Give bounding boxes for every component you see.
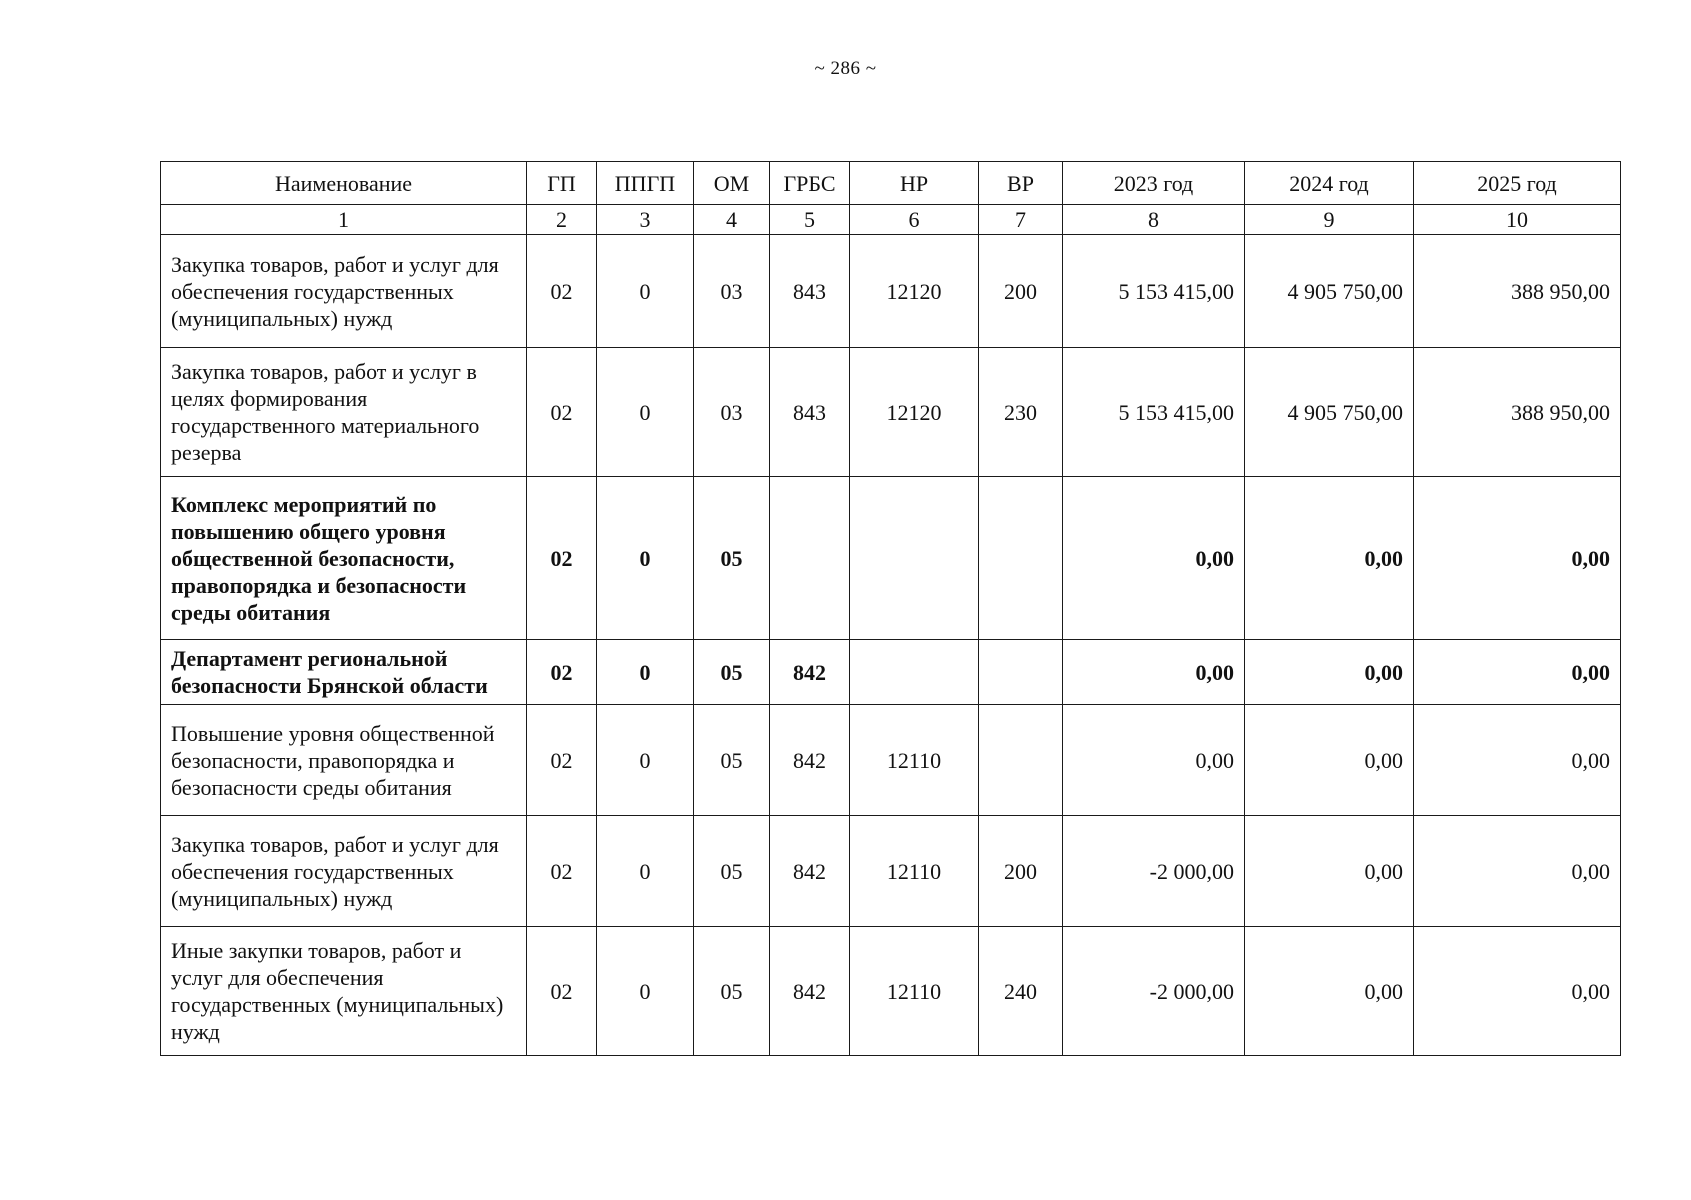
header-2024: 2024 год [1245,162,1414,205]
cell-2025: 388 950,00 [1414,348,1621,477]
table-row [161,705,1621,816]
cell-2024: 4 905 750,00 [1245,348,1414,477]
cell-vr [979,477,1063,640]
cell-nr: 12120 [850,348,979,477]
header-2023: 2023 год [1063,162,1245,205]
cell-2023: 5 153 415,00 [1063,348,1245,477]
cell-om: 05 [694,705,770,816]
row-name: Комплекс мероприятий по повышению общего уровня общественной безопасности, правопорядка и безопасности среды обитания [161,477,527,640]
cell-gp: 02 [527,477,597,640]
cell-vr: 230 [979,348,1063,477]
cell-nr [850,640,979,705]
cell-vr [979,705,1063,816]
column-number: 8 [1063,205,1245,235]
cell-grbs: 842 [770,705,850,816]
cell-grbs [770,477,850,640]
cell-2025: 0,00 [1414,705,1621,816]
cell-ppgp: 0 [597,477,694,640]
cell-2023: 0,00 [1063,640,1245,705]
cell-gp: 02 [527,348,597,477]
cell-2025: 0,00 [1414,816,1621,927]
cell-vr: 240 [979,927,1063,1056]
table-row [161,640,1621,705]
header-row [161,162,1621,205]
cell-2025: 0,00 [1414,640,1621,705]
cell-om: 05 [694,477,770,640]
cell-2024: 0,00 [1245,477,1414,640]
cell-ppgp: 0 [597,816,694,927]
column-number-row [161,205,1621,235]
cell-2024: 0,00 [1245,705,1414,816]
column-number: 5 [770,205,850,235]
cell-grbs: 842 [770,640,850,705]
cell-2023: 0,00 [1063,705,1245,816]
header-ppgp: ППГП [597,162,694,205]
cell-grbs: 842 [770,927,850,1056]
column-number: 6 [850,205,979,235]
cell-ppgp: 0 [597,235,694,348]
row-name: Повышение уровня общественной безопасности, правопорядка и безопасности среды обитания [161,705,527,816]
cell-vr: 200 [979,235,1063,348]
header-om: ОМ [694,162,770,205]
cell-om: 03 [694,348,770,477]
column-number: 4 [694,205,770,235]
cell-2024: 0,00 [1245,927,1414,1056]
cell-nr: 12110 [850,927,979,1056]
header-2025: 2025 год [1414,162,1621,205]
cell-2024: 0,00 [1245,816,1414,927]
cell-2023: 0,00 [1063,477,1245,640]
cell-ppgp: 0 [597,348,694,477]
cell-om: 03 [694,235,770,348]
row-name: Иные закупки товаров, работ и услуг для обеспечения государственных (муниципальных) нужд [161,927,527,1056]
row-name: Департамент региональной безопасности Брянской области [161,640,527,705]
cell-gp: 02 [527,705,597,816]
cell-grbs: 843 [770,348,850,477]
cell-nr: 12110 [850,705,979,816]
cell-vr: 200 [979,816,1063,927]
table-row [161,348,1621,477]
header-name: Наименование [161,162,527,205]
cell-om: 05 [694,816,770,927]
page-number: ~ 286 ~ [814,58,877,79]
cell-2024: 4 905 750,00 [1245,235,1414,348]
budget-table [160,161,1621,1056]
cell-ppgp: 0 [597,927,694,1056]
cell-2023: -2 000,00 [1063,927,1245,1056]
cell-gp: 02 [527,235,597,348]
cell-2025: 0,00 [1414,927,1621,1056]
cell-om: 05 [694,927,770,1056]
column-number: 7 [979,205,1063,235]
cell-2025: 0,00 [1414,477,1621,640]
column-number: 9 [1245,205,1414,235]
table-row [161,927,1621,1056]
cell-ppgp: 0 [597,705,694,816]
cell-2024: 0,00 [1245,640,1414,705]
row-name: Закупка товаров, работ и услуг для обеспечения государственных (муниципальных) нужд [161,816,527,927]
cell-2023: -2 000,00 [1063,816,1245,927]
cell-gp: 02 [527,816,597,927]
column-number: 10 [1414,205,1621,235]
column-number: 2 [527,205,597,235]
cell-nr [850,477,979,640]
cell-2023: 5 153 415,00 [1063,235,1245,348]
cell-nr: 12110 [850,816,979,927]
cell-ppgp: 0 [597,640,694,705]
header-vr: ВР [979,162,1063,205]
column-number: 3 [597,205,694,235]
cell-gp: 02 [527,927,597,1056]
column-number: 1 [161,205,527,235]
cell-2025: 388 950,00 [1414,235,1621,348]
cell-nr: 12120 [850,235,979,348]
cell-vr [979,640,1063,705]
header-nr: НР [850,162,979,205]
header-grbs: ГРБС [770,162,850,205]
row-name: Закупка товаров, работ и услуг в целях формирования государственного материального резерва [161,348,527,477]
cell-om: 05 [694,640,770,705]
cell-grbs: 842 [770,816,850,927]
table-row [161,816,1621,927]
cell-gp: 02 [527,640,597,705]
header-gp: ГП [527,162,597,205]
table-row [161,235,1621,348]
cell-grbs: 843 [770,235,850,348]
row-name: Закупка товаров, работ и услуг для обеспечения государственных (муниципальных) нужд [161,235,527,348]
table-row [161,477,1621,640]
